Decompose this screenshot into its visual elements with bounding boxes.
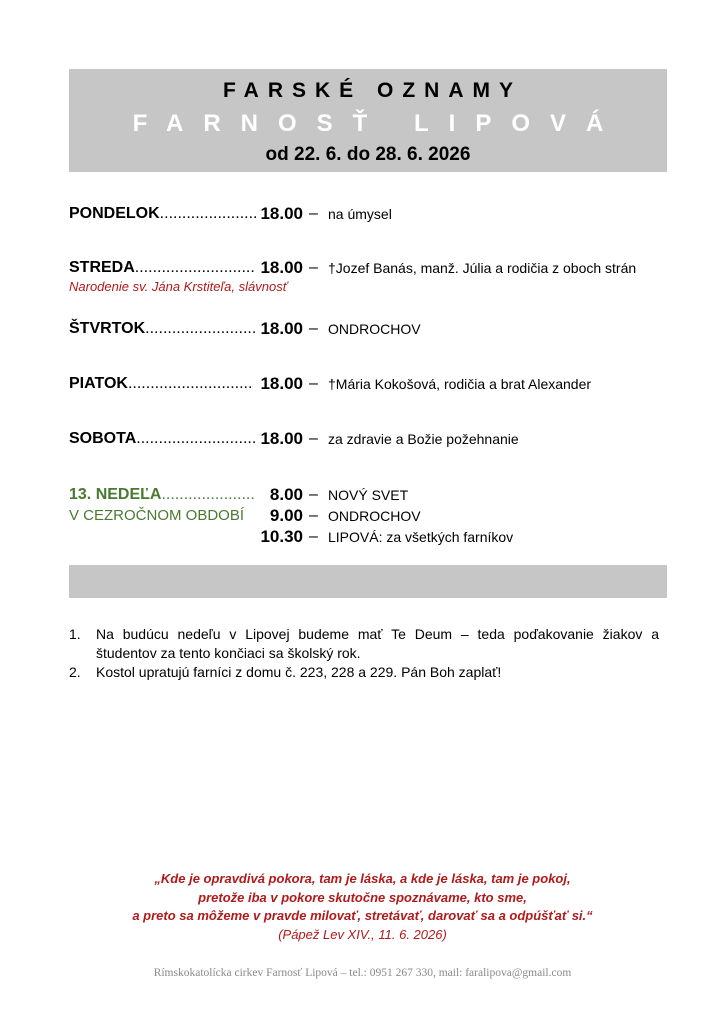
schedule-row-monday (69, 203, 669, 225)
sunday-subtitle: V CEZROČNOM OBDOBÍ (69, 507, 245, 524)
schedule-row-thursday (69, 318, 669, 340)
mass-intention: na úmysel (328, 206, 392, 222)
parish-name: FARNOSŤ LIPOVÁ (132, 110, 624, 137)
schedule-row-sunday-3 (69, 526, 669, 548)
quote-line: a preto sa môžeme v pravde milovať, stretávať, darovať sa a odpúšťať si.“ (132, 908, 593, 923)
day-label: PIATOK (69, 375, 128, 392)
mass-time: 8.00 (269, 485, 303, 504)
mass-intention: LIPOVÁ: za všetkých farníkov (328, 529, 514, 545)
mass-time: 18.00 (260, 374, 303, 393)
leader-dots: ........................... (136, 430, 257, 447)
section-divider-bar (69, 565, 667, 598)
feast-note: Narodenie sv. Jána Krstiteľa, slávnosť (69, 279, 288, 294)
mass-time: 18.00 (260, 319, 303, 338)
mass-intention: ONDROCHOV (328, 508, 421, 524)
quote-line: pretože iba v pokore skutočne spoznávame, kto sme, (198, 889, 527, 905)
mass-intention: †Mária Kokošová, rodičia a brat Alexander (328, 376, 592, 392)
dash: – (309, 375, 318, 392)
sunday-title: 13. NEDEĽA (69, 486, 162, 503)
dash: – (309, 205, 318, 222)
dash: – (309, 259, 318, 276)
mass-time: 10.30 (260, 527, 303, 546)
quote-line: „Kde je opravdivá pokora, tam je láska, a kde je láska, tam je pokoj, (154, 871, 571, 886)
list-item (69, 663, 659, 682)
date-range: od 22. 6. do 28. 6. 2026 (265, 144, 471, 165)
day-label: PONDELOK (69, 205, 160, 222)
schedule-row-saturday (69, 428, 669, 450)
mass-time: 18.00 (260, 429, 303, 448)
schedule-row-friday (69, 373, 669, 395)
announcement-text: Kostol upratujú farníci z domu č. 223, 228 a 229. Pán Boh zaplať! (96, 664, 502, 680)
schedule-row-wednesday (69, 257, 669, 279)
page-title: FARSKÉ OZNAMY (222, 79, 522, 102)
dash: – (309, 486, 318, 503)
mass-intention: †Jozef Banás, manž. Júlia a rodičia z oboch strán (328, 260, 637, 276)
day-label: ŠTVRTOK (69, 320, 146, 337)
dash: – (309, 528, 318, 545)
papal-quote (0, 870, 725, 944)
leader-dots: ........................... (134, 259, 255, 276)
dash: – (309, 507, 318, 524)
footer-contact: Rímskokatolícka cirkev Farnosť Lipová – tel.: 0951 267 330, mail: faralipova@gmail.com (153, 967, 572, 979)
schedule-row-sunday-1 (69, 484, 669, 506)
day-label: STREDA (69, 259, 135, 276)
announcements-list (69, 625, 659, 682)
list-number: 1. (69, 626, 81, 642)
announcement-text: Na budúcu nedeľu v Lipovej budeme mať Te Deum – teda poďakovanie žiakov a študentov za tento končiaci sa školský rok. (96, 626, 659, 661)
dash: – (309, 320, 318, 337)
mass-time: 18.00 (260, 258, 303, 277)
list-number: 2. (69, 664, 81, 680)
list-item (69, 625, 659, 663)
day-label: SOBOTA (69, 430, 137, 447)
header-banner (69, 69, 667, 172)
leader-dots: ..................... (161, 486, 255, 503)
leader-dots: ......................... (145, 320, 257, 337)
mass-intention: NOVÝ SVET (328, 487, 409, 503)
mass-time: 9.00 (269, 506, 303, 525)
leader-dots: ...................... (159, 205, 258, 222)
leader-dots: ............................ (127, 375, 253, 392)
mass-time: 18.00 (260, 204, 303, 223)
schedule-row-sunday-2 (69, 505, 669, 527)
mass-intention: ONDROCHOV (328, 321, 421, 337)
quote-source: (Pápež Lev XIV., 11. 6. 2026) (278, 926, 447, 942)
dash: – (309, 430, 318, 447)
mass-intention: za zdravie a Božie požehnanie (328, 431, 519, 447)
